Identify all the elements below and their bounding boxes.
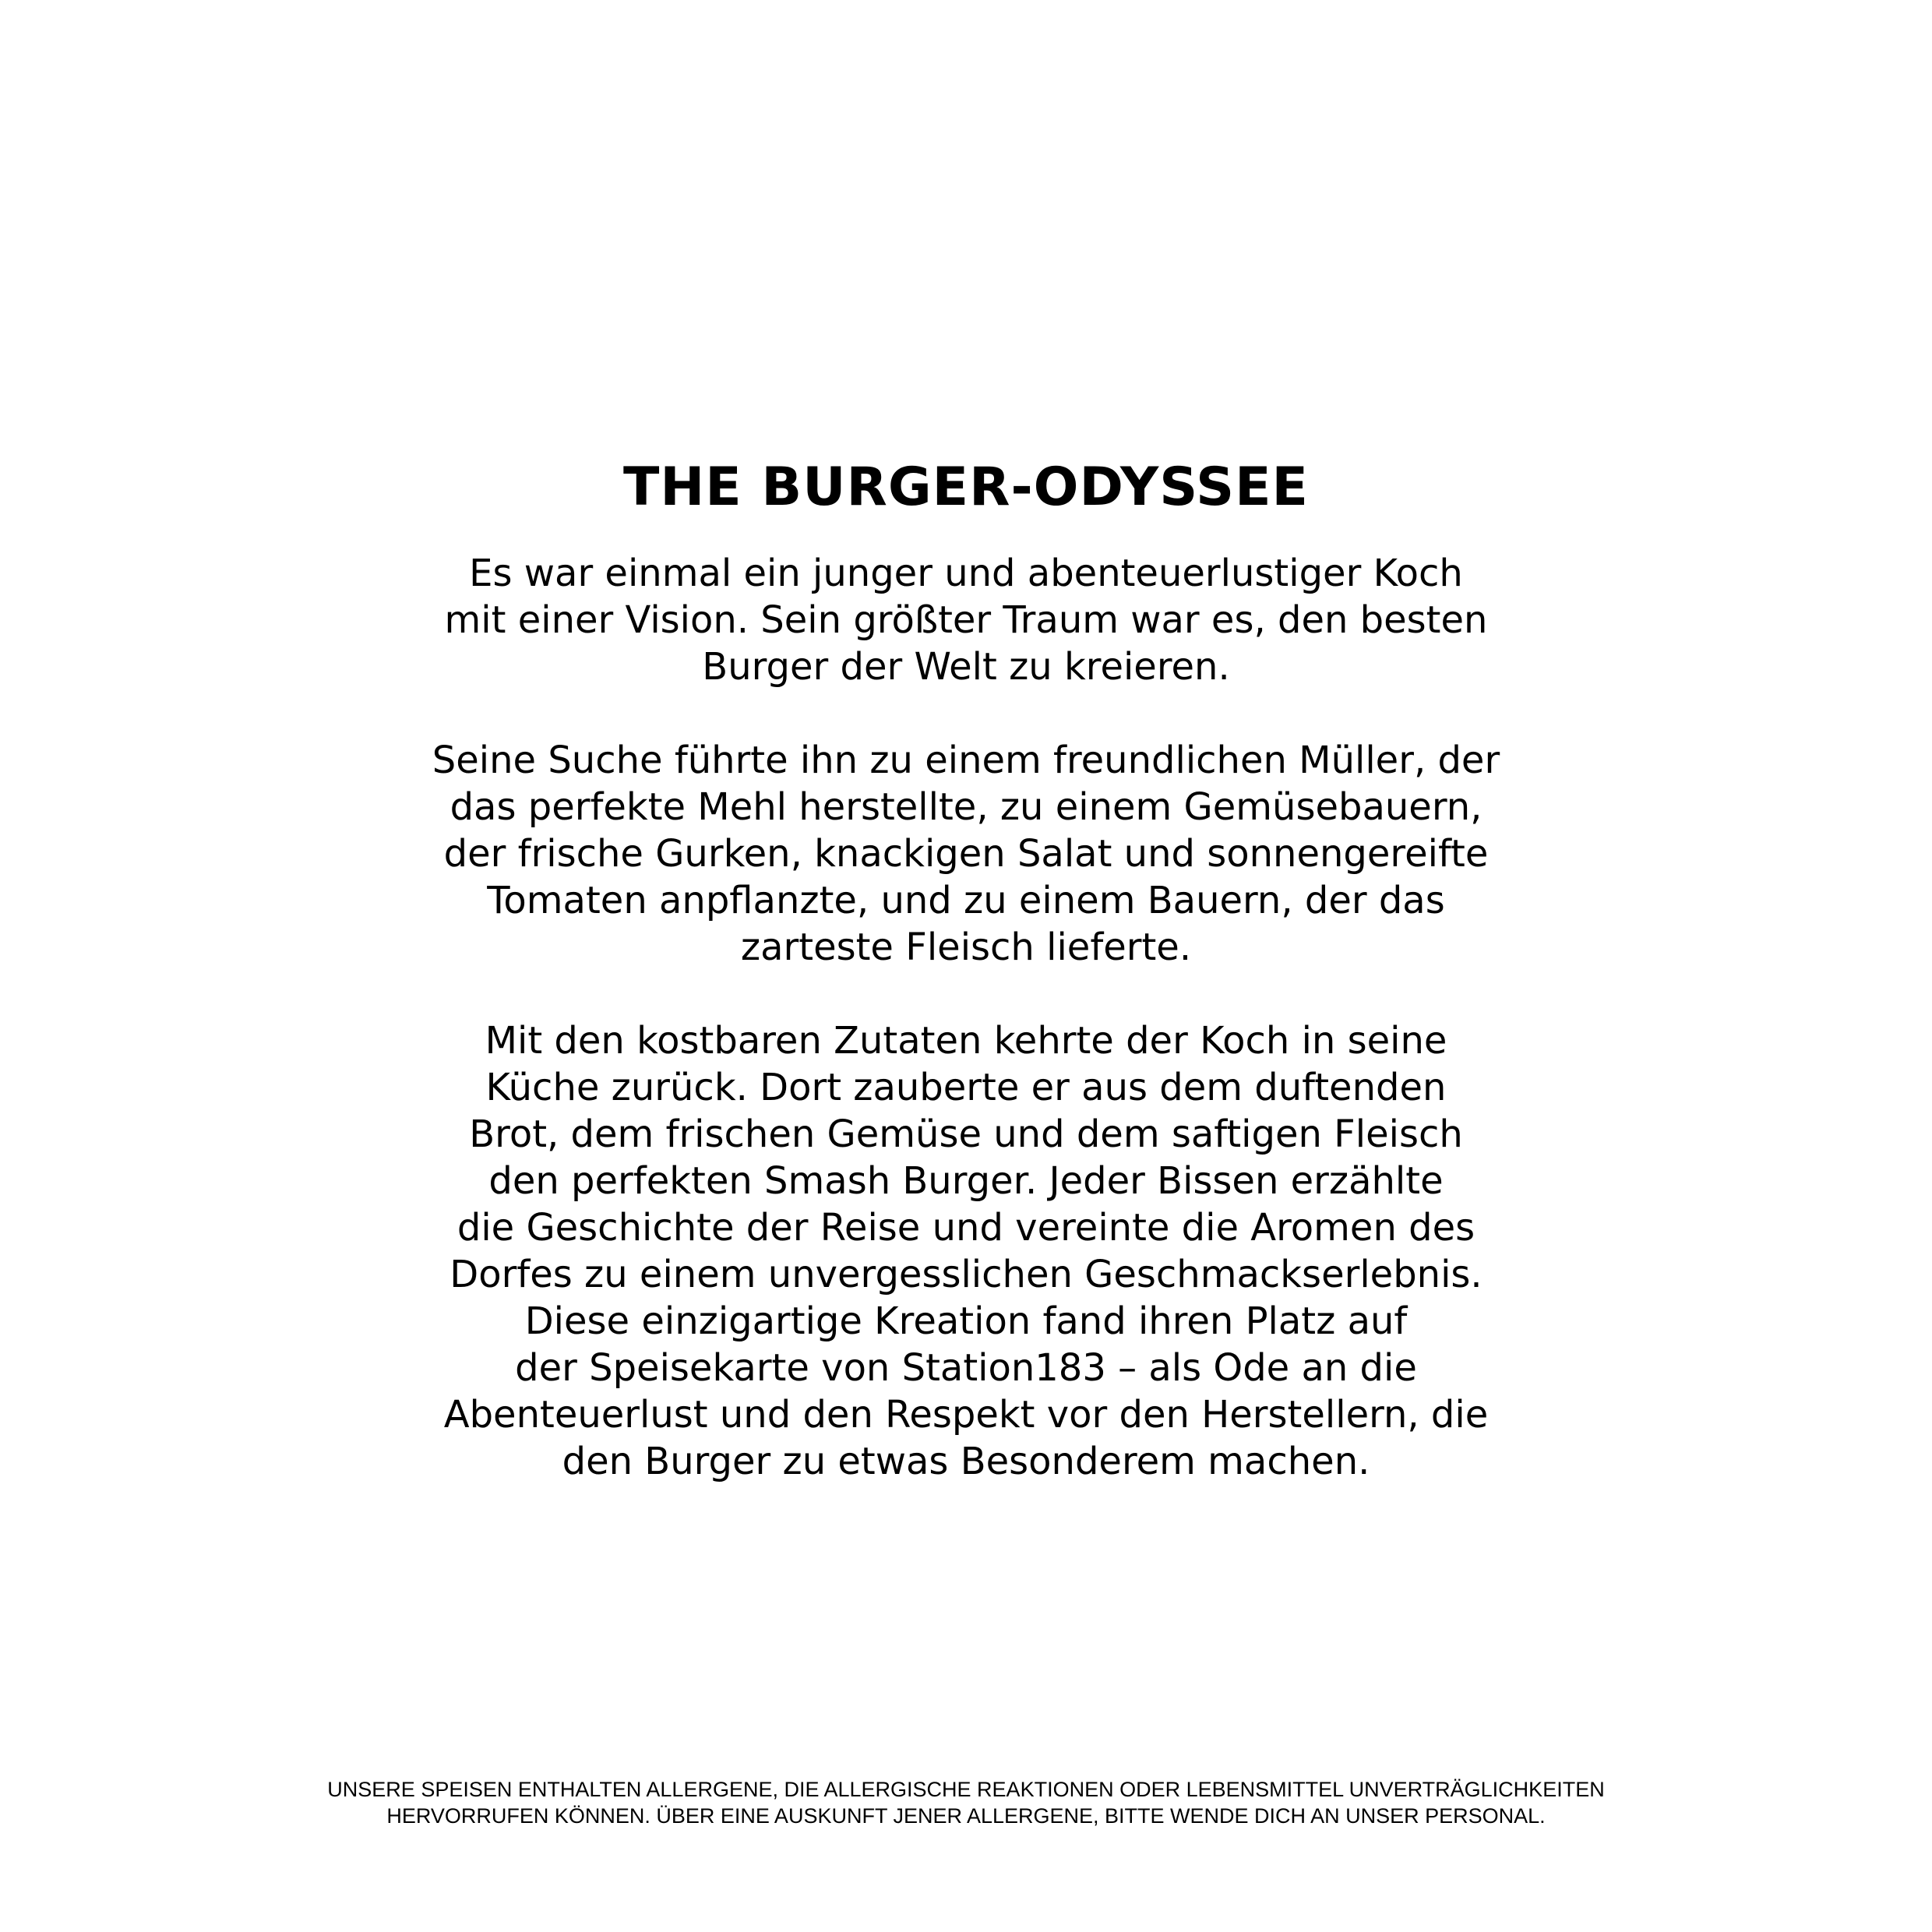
story-line: Tomaten anpflanzte, und zu einem Bauern, der das [487,879,1445,922]
story-line: den perfekten Smash Burger. Jeder Bissen erzählte [488,1159,1444,1203]
story-line: der frische Gurken, knackigen Salat und sonnengereifte [443,832,1489,876]
story-paragraph-3 [343,1017,1589,1485]
story-line: den Burger zu etwas Besonderem machen. [562,1440,1370,1483]
story-line: mit einer Vision. Sein größter Traum war es, den besten [444,598,1488,642]
story-line: Abenteuerlust und den Respekt vor den Herstellern, die [443,1393,1489,1437]
story-text [343,550,1589,1485]
story-line: Es war einmal ein junger und abenteuerlustiger Koch [469,552,1463,595]
story-line: zarteste Fleisch lieferte. [740,925,1192,969]
allergen-notice-line: HERVORRUFEN KÖNNEN. ÜBER EINE AUSKUNFT JENER ALLERGENE, BITTE WENDE DICH AN UNSER PERSONAL. [386,1804,1546,1828]
story-line: Dorfes zu einem unvergesslichen Geschmackserlebnis. [450,1253,1482,1296]
page-title: THE BURGER-ODYSSEE [622,457,1310,518]
story-line: Brot, dem frischen Gemüse und dem saftigen Fleisch [469,1112,1463,1156]
story-paragraph-1 [343,550,1589,690]
allergen-notice-line: UNSERE SPEISEN ENTHALTEN ALLERGENE, DIE ALLERGISCHE REAKTIONEN ODER LEBENSMITTEL UNVERTRÄGLICHKEITEN [327,1778,1605,1801]
story-line: Mit den kostbaren Zutaten kehrte der Koch in seine [485,1019,1447,1063]
story-line: Seine Suche führte ihn zu einem freundlichen Müller, der [432,739,1500,782]
story-line: Diese einzigartige Kreation fand ihren Platz auf [524,1299,1408,1343]
story-line: das perfekte Mehl herstellte, zu einem Gemüsebauern, [450,785,1482,829]
story-line: der Speisekarte von Station183 – als Ode an die [515,1346,1417,1390]
story-line: Küche zurück. Dort zauberte er aus dem duftenden [485,1066,1447,1109]
allergen-notice [0,1776,1932,1829]
story-line: Burger der Welt zu kreieren. [702,645,1230,689]
story-paragraph-2 [343,737,1589,971]
story-line: die Geschichte der Reise und vereinte die Aromen des [457,1206,1475,1250]
